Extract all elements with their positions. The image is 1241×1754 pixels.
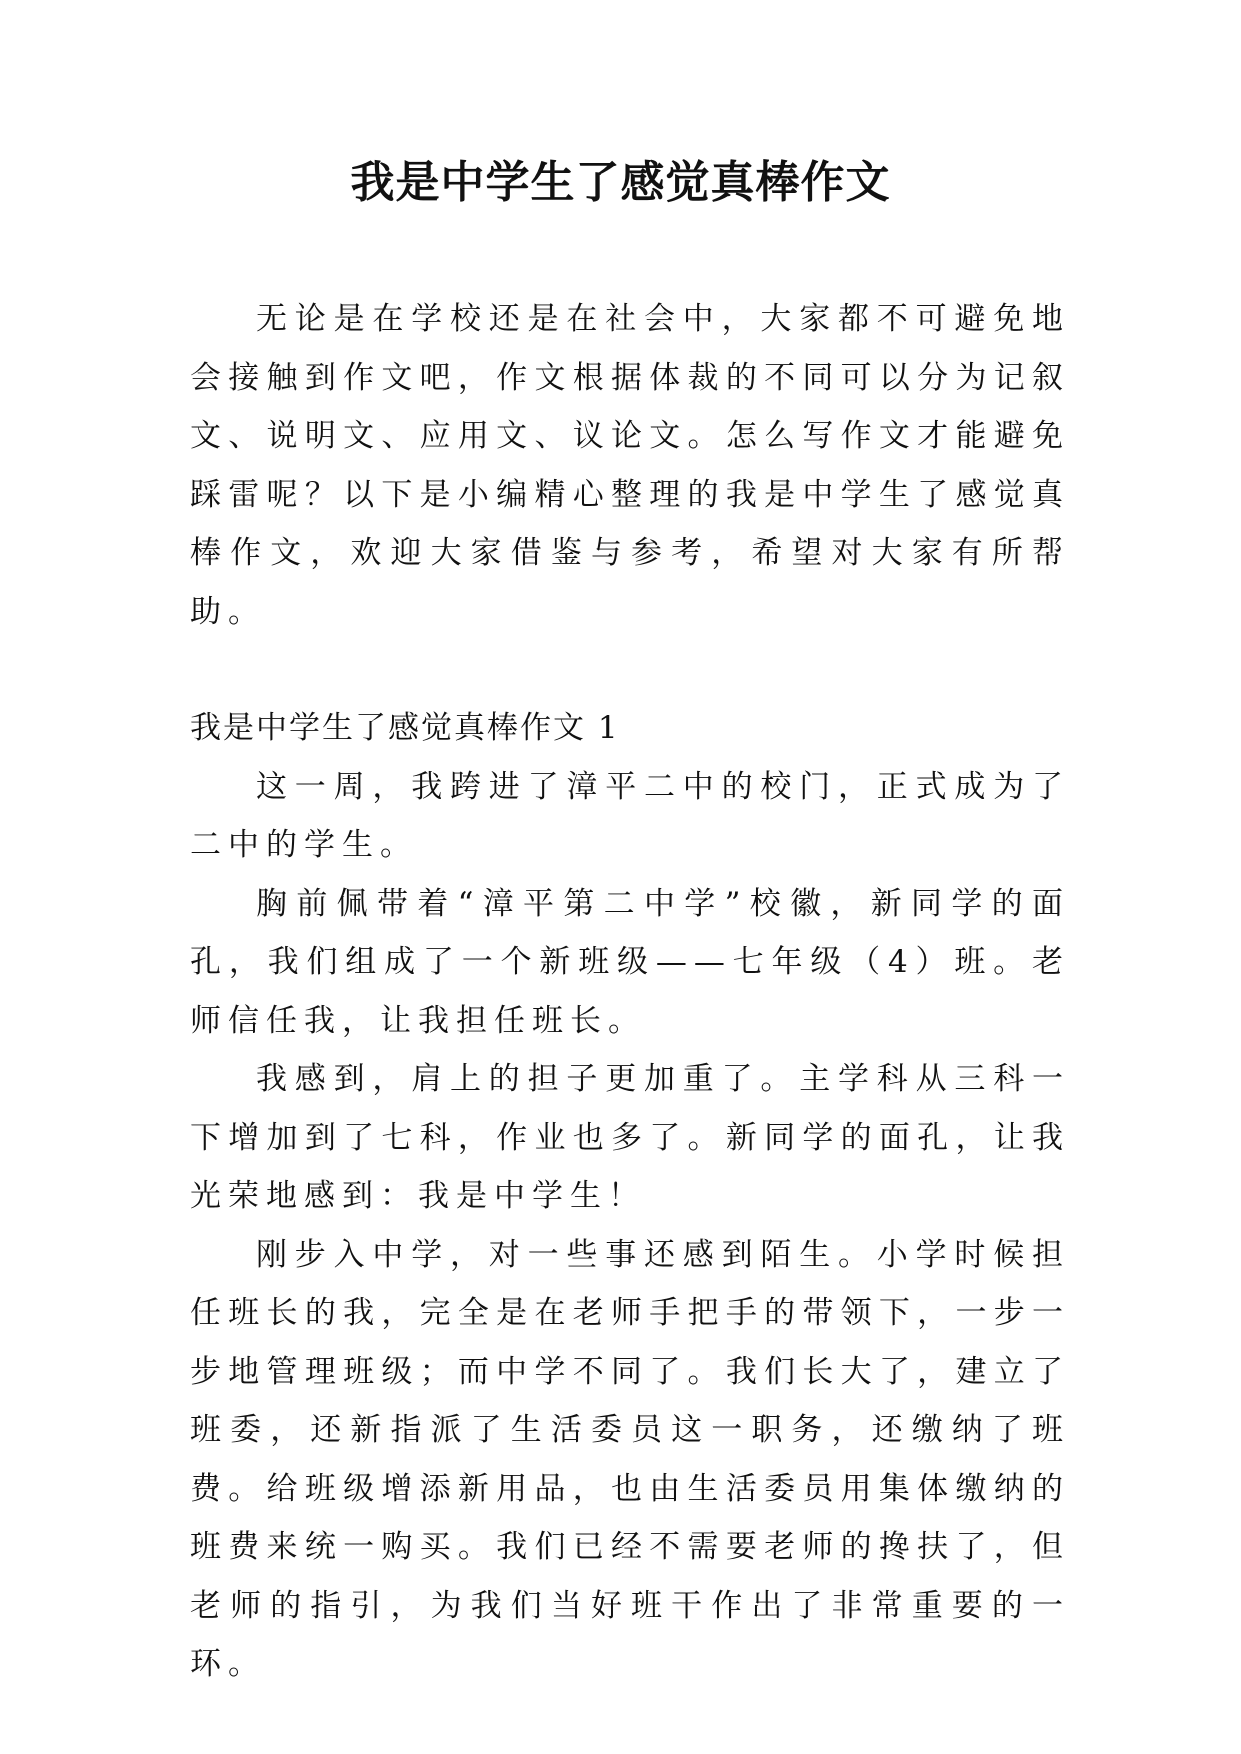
body-paragraph-4: 刚步入中学，对一些事还感到陌生。小学时候担任班长的我，完全是在老师手把手的带领下，一步一步地管理班级；而中学不同了。我们长大了，建立了班委，还新指派了生活委员这一职务，还缴纳了班费。给班级增添新用品，也由生活委员用集体缴纳的班费来统一购买。我们已经不需要老师的搀扶了，但老师的指引，为我们当好班干作出了非常重要的一环。 xyxy=(190,1236,1070,1682)
body-paragraph-2: 胸前佩带着“漳平第二中学”校徽，新同学的面孔，我们组成了一个新班级——七年级（4）班。老师信任我，让我担任班长。 xyxy=(190,885,1070,1039)
intro-paragraph: 无论是在学校还是在社会中，大家都不可避免地会接触到作文吧，作文根据体裁的不同可以分为记叙文、说明文、应用文、议论文。怎么写作文才能避免踩雷呢？以下是小编精心整理的我是中学生了感觉真棒作文，欢迎大家借鉴与参考，希望对大家有所帮助。 xyxy=(190,301,1070,630)
document-title: 我是中学生了感觉真棒作文 xyxy=(350,157,891,208)
document-body xyxy=(190,290,1070,1694)
body-paragraph-1: 这一周，我跨进了漳平二中的校门，正式成为了二中的学生。 xyxy=(190,768,1070,863)
body-paragraph-3: 我感到，肩上的担子更加重了。主学科从三科一下增加到了七科，作业也多了。新同学的面孔，让我光荣地感到：我是中学生！ xyxy=(190,1061,1070,1214)
section-heading: 我是中学生了感觉真棒作文 1 xyxy=(190,710,620,746)
